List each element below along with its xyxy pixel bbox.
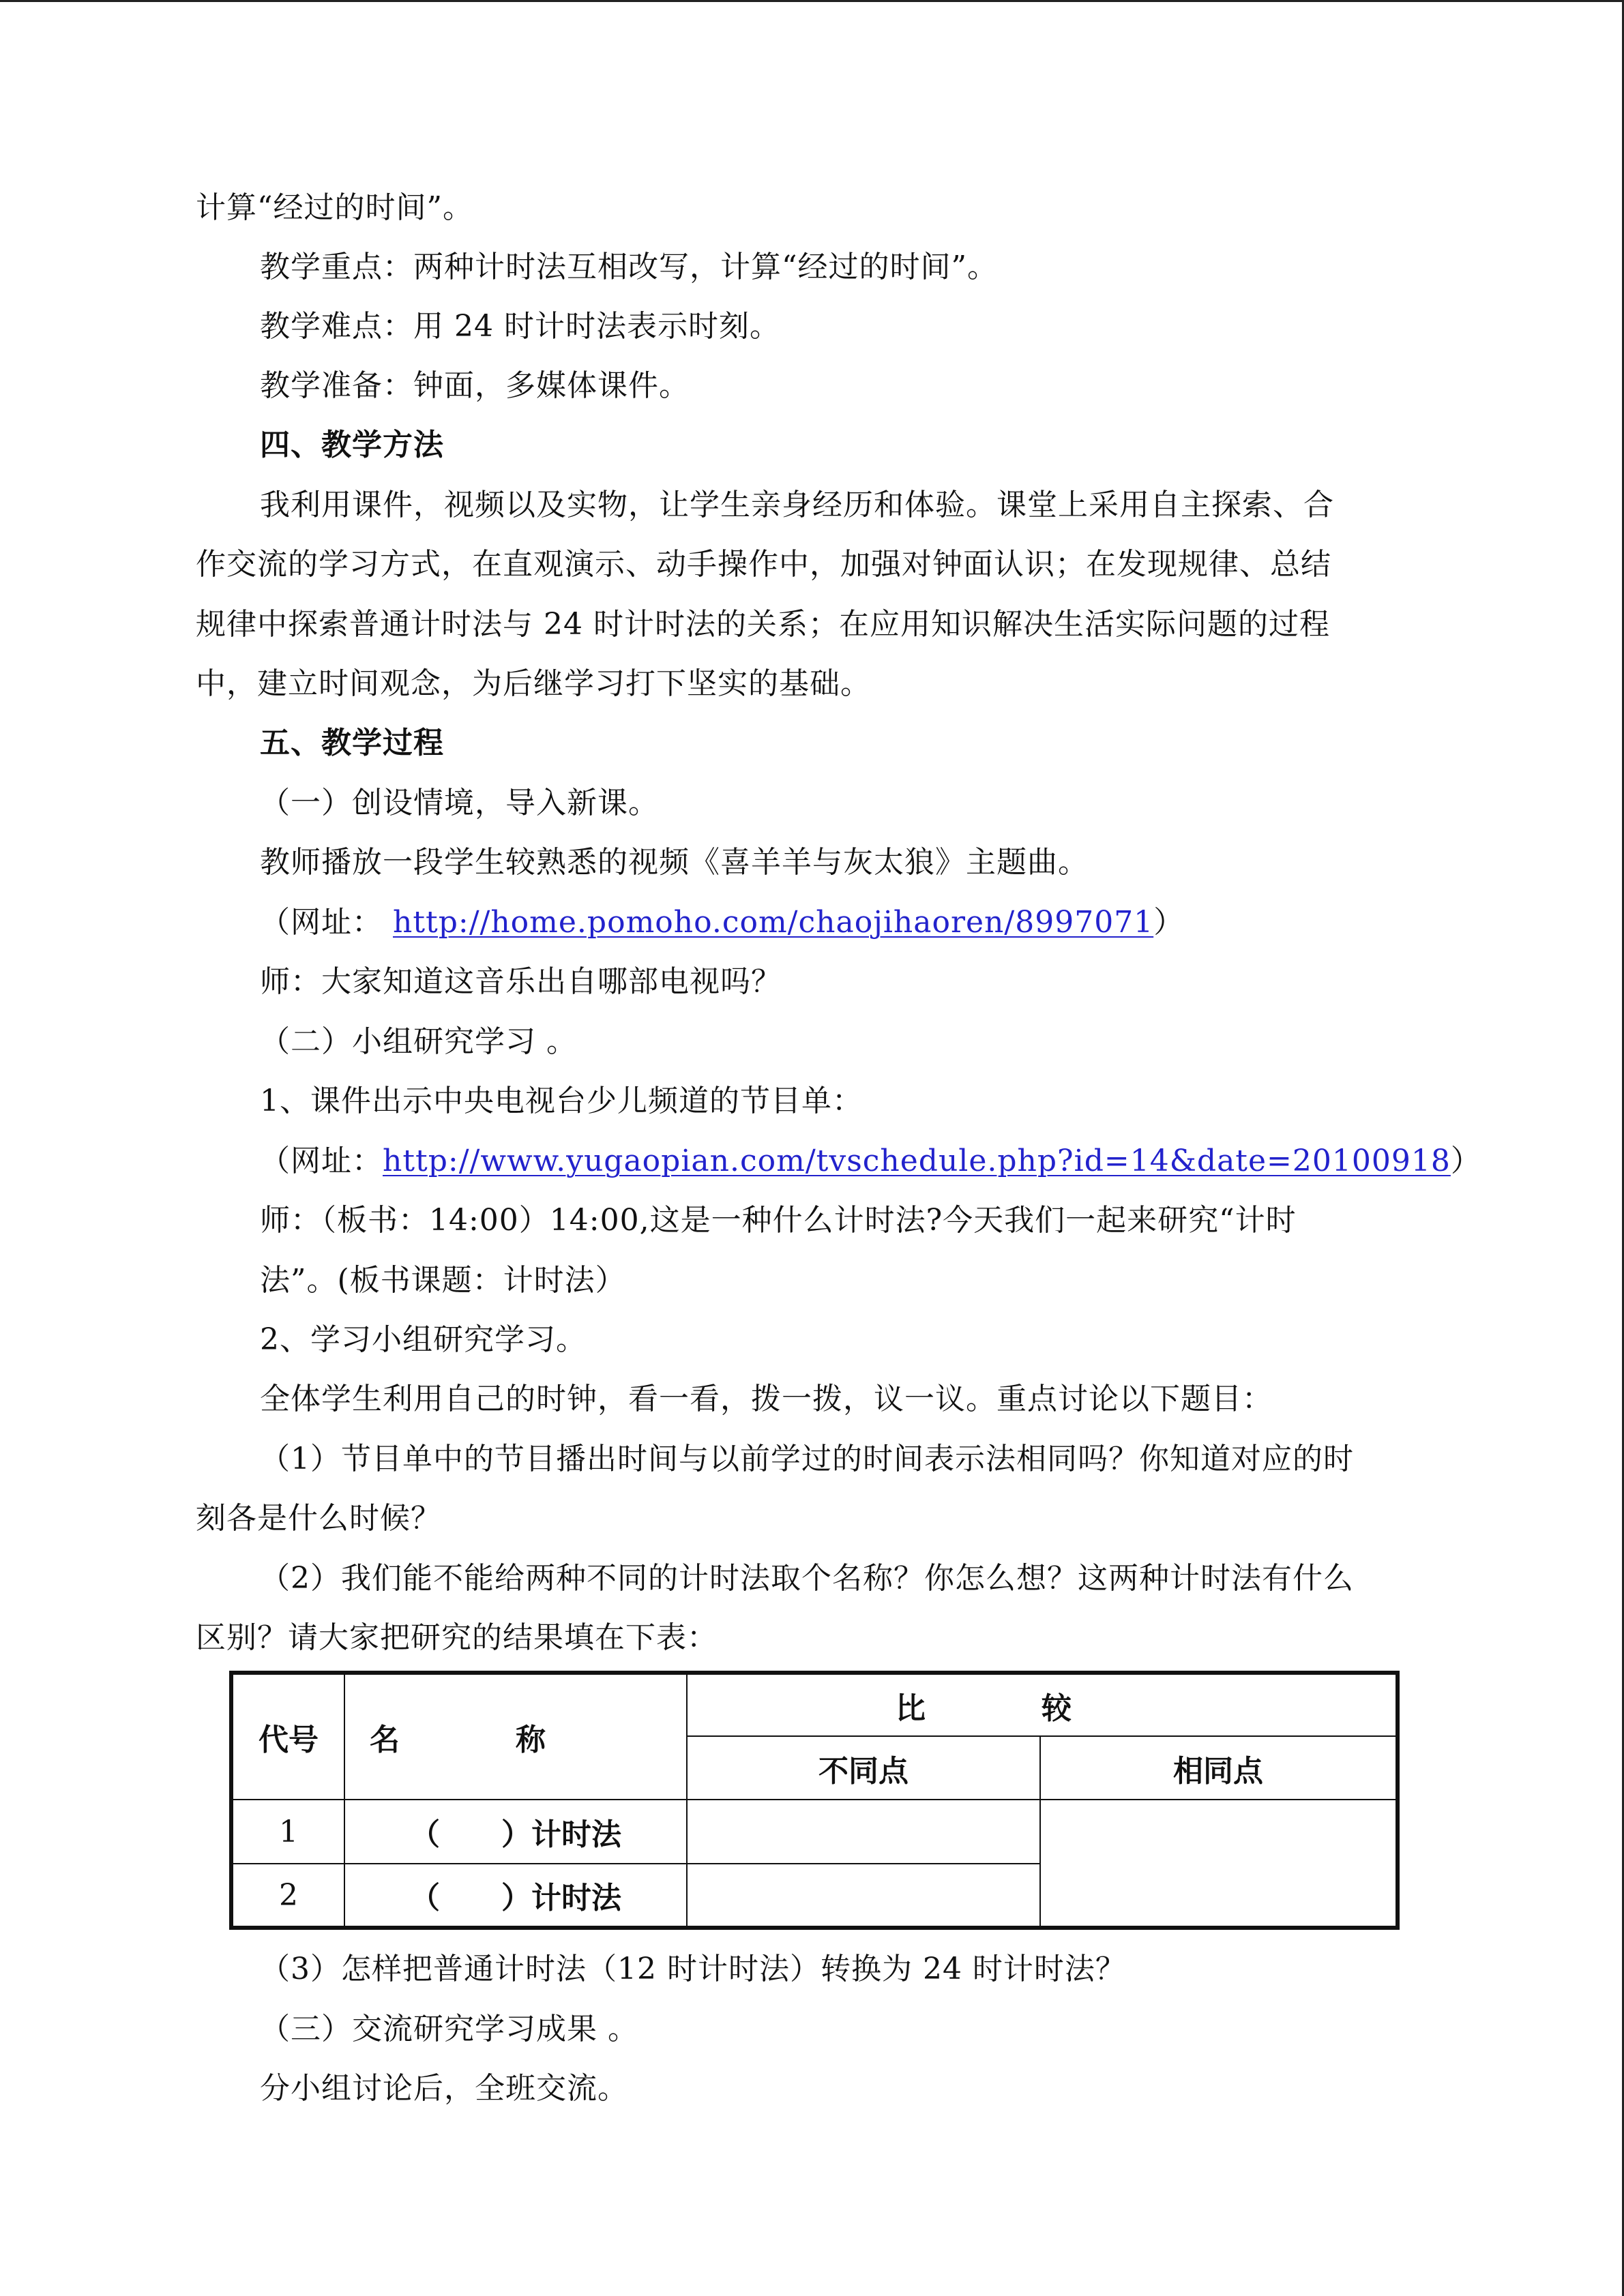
row-name: （ ）计时法 [344, 1864, 687, 1928]
paragraph-line: （1）节目单中的节目播出时间与以前学过的时间表示法相同吗？你知道对应的时 [260, 1442, 1354, 1476]
paragraph-line: 师：大家知道这音乐出自哪部电视吗？ [260, 964, 782, 999]
paragraph-line: （二）小组研究学习 。 [260, 1024, 577, 1059]
paragraph-line: （三）交流研究学习成果 。 [260, 2012, 638, 2046]
header-code: 代号 [231, 1673, 344, 1800]
comparison-table [229, 1671, 1400, 1930]
paragraph-line: （3）怎样把普通计时法（12 时计时法）转换为 24 时计时法？ [260, 1952, 1126, 1986]
paragraph-line: 中，建立时间观念，为后继学习打下坚实的基础。 [196, 666, 871, 701]
paragraph-line: 师：（板书：14:00）14:00,这是一种什么计时法?今天我们一起来研究“计时 [260, 1203, 1297, 1238]
header-name: 名称 [344, 1673, 687, 1800]
header-compare: 比较 [687, 1673, 1398, 1736]
row-similarity-cell [1040, 1800, 1398, 1928]
paragraph-line: 1、课件出示中央电视台少儿频道的节目单： [260, 1084, 863, 1118]
paragraph-line: 刻各是什么时候？ [196, 1501, 441, 1536]
paragraph-line: 2、学习小组研究学习。 [260, 1322, 587, 1357]
paragraph-line: 教学难点：用 24 时计时法表示时刻。 [260, 309, 780, 344]
header-difference: 不同点 [687, 1736, 1040, 1800]
header-similarity: 相同点 [1040, 1736, 1398, 1800]
url-suffix: ） [1450, 1144, 1481, 1178]
url-line [260, 1141, 1481, 1182]
row-code: 2 [231, 1864, 344, 1928]
row-difference-cell [687, 1864, 1040, 1928]
paragraph-line: 教学准备：钟面，多媒体课件。 [260, 368, 690, 403]
paragraph-line: 教学重点：两种计时法互相改写，计算“经过的时间”。 [260, 250, 998, 284]
section-heading: 五、教学过程 [260, 726, 444, 760]
paragraph-line: 法”。(板书课题：计时法） [260, 1263, 626, 1298]
paragraph-line: （2）我们能不能给两种不同的计时法取个名称？你怎么想？这两种计时法有什么 [260, 1561, 1354, 1596]
paragraph-line: 作交流的学习方式，在直观演示、动手操作中，加强对钟面认识；在发现规律、总结 [196, 547, 1331, 582]
paragraph-line: 全体学生利用自己的时钟，看一看，拨一拨，议一议。重点讨论以下题目： [260, 1382, 1273, 1416]
url-prefix: （网址： [260, 905, 383, 940]
page-top-border [0, 0, 1624, 2]
section-heading: 四、教学方法 [260, 428, 444, 462]
video-link[interactable]: http://home.pomoho.com/chaojihaoren/8997071 [393, 905, 1154, 940]
url-suffix: ） [1153, 905, 1185, 940]
row-name: （ ）计时法 [344, 1800, 687, 1864]
paragraph-line: 规律中探索普通计时法与 24 时计时法的关系；在应用知识解决生活实际问题的过程 [196, 607, 1330, 642]
paragraph-line: 我利用课件，视频以及实物，让学生亲身经历和体验。课堂上采用自主探索、合 [260, 488, 1334, 522]
table-row [231, 1800, 1398, 1864]
row-difference-cell [687, 1800, 1040, 1864]
paragraph-line: 教师播放一段学生较熟悉的视频《喜羊羊与灰太狼》主题曲。 [260, 845, 1089, 880]
paragraph-line: （一）创设情境，导入新课。 [260, 786, 659, 820]
paragraph-line: 分小组讨论后，全班交流。 [260, 2071, 628, 2106]
schedule-link[interactable]: http://www.yugaopian.com/tvschedule.php?id=14&date=20100918 [383, 1144, 1451, 1178]
url-prefix: （网址： [260, 1144, 383, 1178]
url-line [260, 902, 1184, 943]
paragraph-line: 区别？请大家把研究的结果填在下表： [196, 1620, 718, 1655]
row-code: 1 [231, 1800, 344, 1864]
paragraph-line: 计算“经过的时间”。 [196, 190, 473, 225]
